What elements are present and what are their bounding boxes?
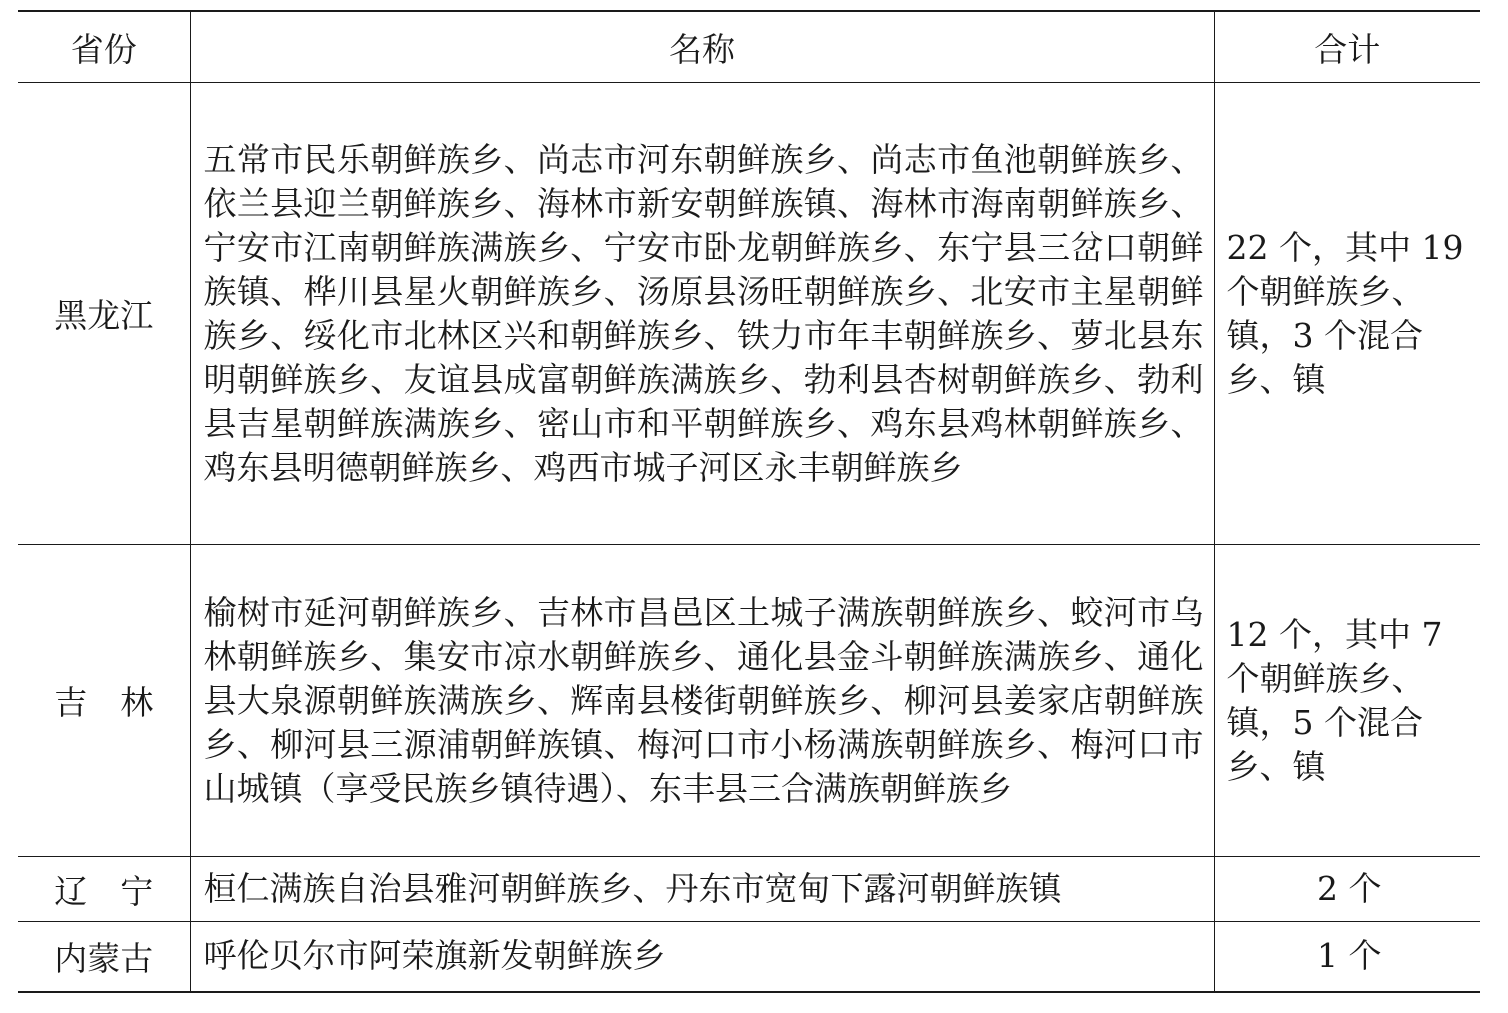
table-row — [18, 83, 1480, 545]
province-cell: 辽 宁 — [54, 871, 154, 911]
province-cell: 吉 林 — [54, 683, 154, 722]
header-province: 省份 — [70, 29, 137, 69]
table-row — [18, 922, 1480, 992]
header-row — [18, 11, 1480, 83]
names-cell: 五常市民乐朝鲜族乡、尚志市河东朝鲜族乡、尚志市鱼池朝鲜族乡、依兰县迎兰朝鲜族乡、海林市新安朝鲜族镇、海林市海南朝鲜族乡、宁安市江南朝鲜族满族乡、宁安市卧龙朝鲜族乡、东宁县三岔口朝鲜族镇、桦川县星火朝鲜族乡、汤原县汤旺朝鲜族乡、北安市主星朝鲜族乡、绥化市北林区兴和朝鲜族乡、铁力市年丰朝鲜族乡、萝北县东明朝鲜族乡、友谊县成富朝鲜族满族乡、勃利县杏树朝鲜族乡、勃利县吉星朝鲜族满族乡、密山市和平朝鲜族乡、鸡东县鸡林朝鲜族乡、鸡东县明德朝鲜族乡、鸡西市城子河区永丰朝鲜族乡 — [190, 83, 1214, 545]
total-cell: 1 个 — [1214, 922, 1480, 992]
header-total: 合计 — [1214, 11, 1480, 83]
korean-ethnic-townships-table — [18, 10, 1480, 993]
names-cell: 桓仁满族自治县雅河朝鲜族乡、丹东市宽甸下露河朝鲜族镇 — [190, 857, 1214, 922]
province-cell: 黑龙江 — [54, 296, 154, 335]
header-name: 名称 — [190, 11, 1214, 83]
table-row — [18, 857, 1480, 922]
names-cell: 呼伦贝尔市阿荣旗新发朝鲜族乡 — [190, 922, 1214, 992]
total-cell: 22 个，其中 19 个朝鲜族乡、镇，3 个混合乡、镇 — [1214, 83, 1480, 545]
names-cell: 榆树市延河朝鲜族乡、吉林市昌邑区土城子满族朝鲜族乡、蛟河市乌林朝鲜族乡、集安市凉水朝鲜族乡、通化县金斗朝鲜族满族乡、通化县大泉源朝鲜族满族乡、辉南县楼街朝鲜族乡、柳河县姜家店朝鲜族乡、柳河县三源浦朝鲜族镇、梅河口市小杨满族朝鲜族乡、梅河口市山城镇（享受民族乡镇待遇）、东丰县三合满族朝鲜族乡 — [190, 545, 1214, 857]
total-cell: 12 个，其中 7 个朝鲜族乡、镇，5 个混合乡、镇 — [1214, 545, 1480, 857]
table-row — [18, 545, 1480, 857]
province-cell: 内蒙古 — [54, 938, 154, 978]
table-container — [18, 10, 1480, 993]
total-cell: 2 个 — [1214, 857, 1480, 922]
